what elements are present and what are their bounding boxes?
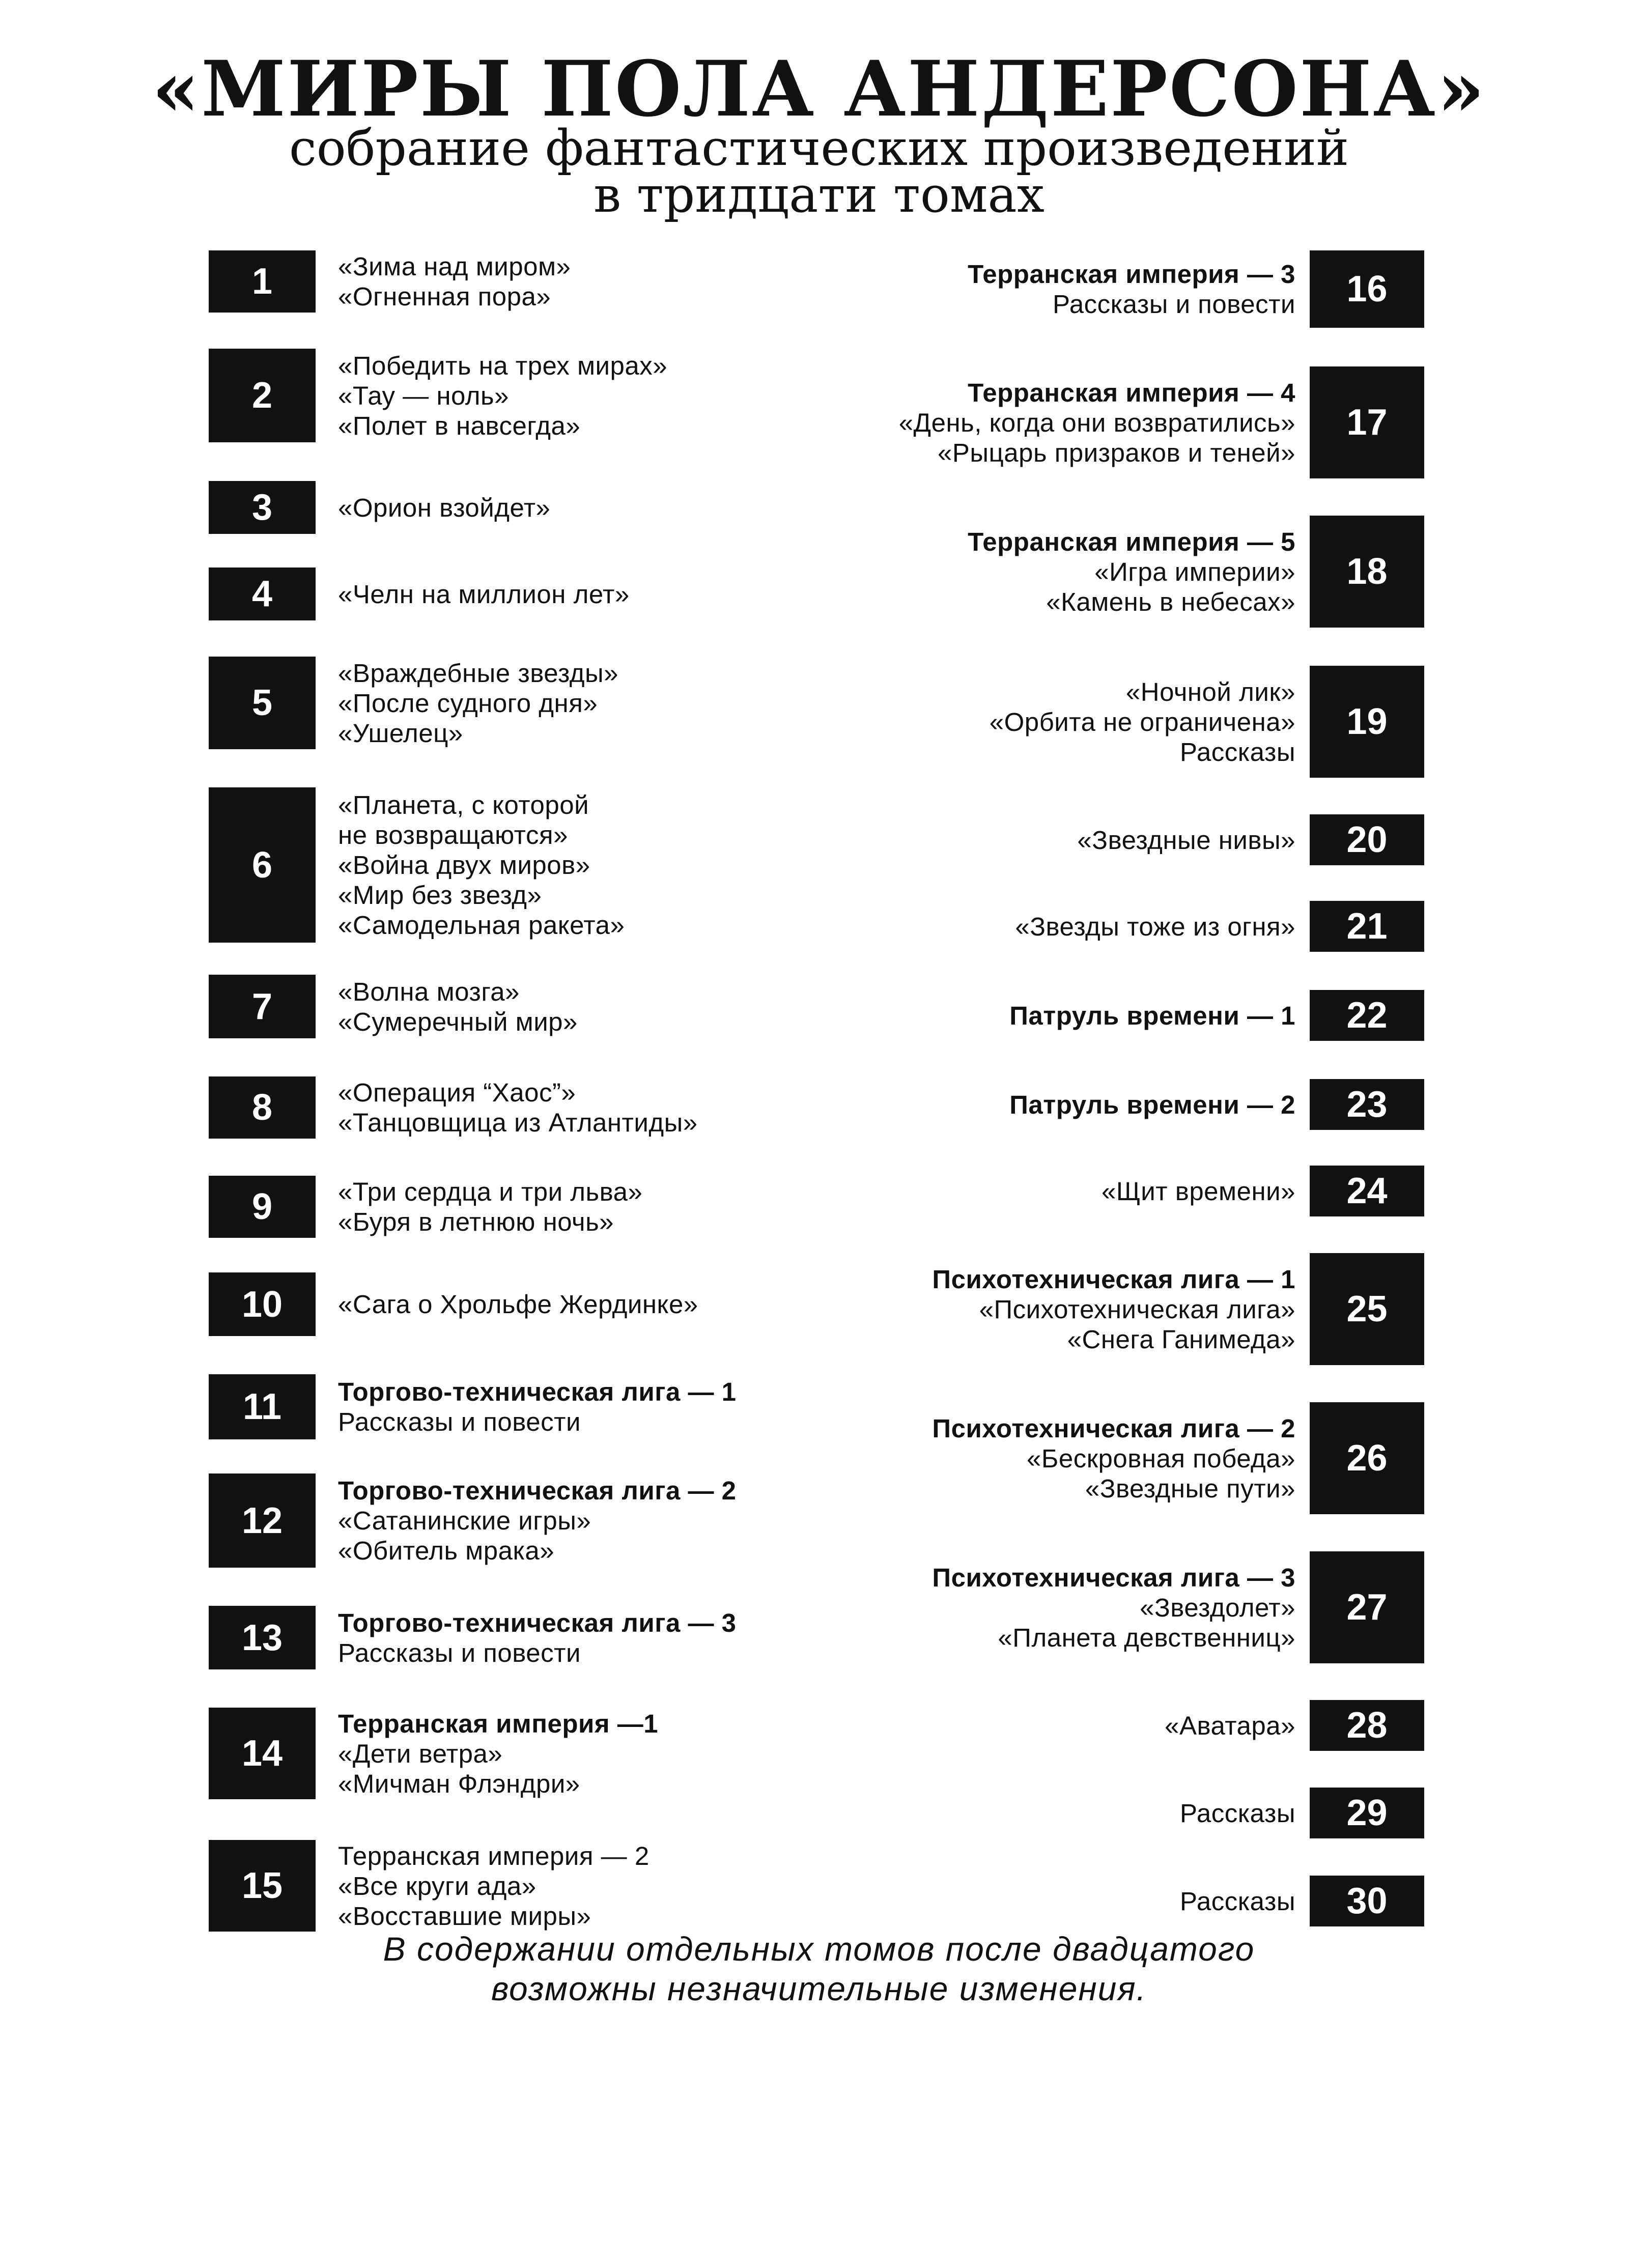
volume-work-title: «Щит времени» [1102,1176,1295,1206]
volume-number-badge: 3 [209,481,316,534]
volume-series-heading: Терранская империя — 4 [968,378,1295,407]
volume-series-heading: Патруль времени — 2 [1009,1090,1295,1119]
volume-work-title: «Камень в небесах» [1046,587,1295,616]
volume-contents [338,1377,737,1437]
volume-series-heading: Терранская империя —1 [338,1709,659,1738]
volume-9 [209,1176,642,1238]
volume-work-title: «Сага о Хрольфе Жердинке» [338,1290,698,1319]
volume-number-badge: 28 [1310,1700,1424,1751]
footer-note-line: В содержании отдельных томов после двадцатого [383,1930,1255,1968]
volume-work-title: «Челн на миллион лет» [338,579,630,609]
volume-work-title: «Волна мозга» [338,977,520,1006]
volume-number-badge: 15 [209,1840,316,1932]
volume-number-badge: 9 [209,1176,316,1238]
volume-contents [338,251,571,311]
volume-work-title: «После судного дня» [338,688,598,718]
volume-work-title: «Снега Ганимеда» [1067,1324,1295,1354]
volume-series-heading: Торгово-техническая лига — 2 [338,1476,737,1505]
volume-work-title: «Победить на трех мирах» [338,351,668,380]
volume-work-title: «Ушелец» [338,718,463,748]
volume-contents [932,1563,1295,1653]
page-title: «МИРЫ ПОЛА АНДЕРСОНА» [152,44,1486,134]
volume-work-title: «Зима над миром» [338,252,571,281]
volume-number-badge: 7 [209,975,316,1038]
volume-14 [209,1708,658,1799]
volume-contents [1009,1001,1295,1031]
volume-21 [1015,901,1424,952]
volume-contents [1180,1798,1295,1828]
volume-29 [1180,1788,1424,1838]
volume-number-badge: 24 [1310,1166,1424,1216]
volume-number-badge: 25 [1310,1253,1424,1365]
volume-work-title: «Рыцарь призраков и теней» [938,438,1295,467]
subtitle-line: собрание фантастических произведений [289,120,1349,177]
volume-18 [968,516,1424,628]
volume-contents [338,1608,737,1668]
volume-work-title: «Звезды тоже из огня» [1015,912,1295,941]
volume-work-title: «День, когда они возвратились» [898,408,1295,437]
volume-20 [1077,814,1424,865]
volume-work-title: «Операция “Хаос”» [338,1078,576,1107]
volume-series-heading: Торгово-техническая лига — 1 [338,1377,737,1406]
volume-series-heading: Терранская империя — 3 [968,260,1295,289]
volume-series-heading: Психотехническая лига — 2 [932,1413,1295,1443]
volume-2 [209,349,667,442]
volume-3 [209,481,550,534]
volume-contents [338,351,667,441]
volume-30 [1180,1876,1424,1926]
volume-series-heading: Психотехническая лига — 1 [932,1264,1295,1294]
volume-contents [338,1078,698,1138]
volume-number-badge: 12 [209,1473,316,1568]
volume-7 [209,975,578,1038]
volume-contents [1009,1090,1295,1120]
volume-work-title: «Обитель мрака» [338,1536,555,1565]
volume-work-title: «Сатанинские игры» [338,1506,591,1535]
volume-work-title: «Буря в летнюю ночь» [338,1207,614,1236]
volume-contents [1180,1886,1295,1916]
volume-contents [338,977,578,1037]
volume-work-title: «Сумеречный мир» [338,1007,578,1036]
volume-6 [209,787,625,943]
volume-number-badge: 20 [1310,814,1424,865]
volume-work-title: «Дети ветра» [338,1739,503,1768]
volume-number-badge: 21 [1310,901,1424,952]
volume-number-badge: 23 [1310,1079,1424,1130]
volume-23 [1009,1079,1424,1130]
volume-contents [1015,912,1295,942]
volume-number-badge: 30 [1310,1876,1424,1926]
volume-11 [209,1374,737,1439]
volume-contents [338,579,630,609]
volume-15 [209,1840,649,1932]
volume-1 [209,250,571,313]
volume-number-badge: 2 [209,349,316,442]
volume-work-title: «Аватара» [1165,1711,1295,1740]
volume-work-title: «Война двух миров» [338,850,590,880]
volume-contents [932,1264,1295,1354]
volume-number-badge: 11 [209,1374,316,1439]
volume-work-title: Рассказы и повести [338,1407,581,1436]
volume-8 [209,1076,698,1139]
volume-contents [338,1709,658,1799]
volume-work-title: Рассказы и повести [1053,290,1295,319]
volume-24 [1102,1166,1424,1216]
volume-series-heading: Психотехническая лига — 3 [932,1563,1295,1592]
volume-column-right [819,0,1638,2268]
volume-19 [990,666,1424,778]
volume-28 [1165,1700,1424,1751]
volume-contents [1077,825,1295,855]
volume-number-badge: 27 [1310,1551,1424,1663]
volume-contents [338,658,618,748]
volume-work-title: «Звездные нивы» [1077,825,1295,855]
subtitle-line: в тридцати томах [594,166,1044,223]
volume-13 [209,1606,737,1669]
volume-work-title: «Три сердца и три льва» [338,1177,643,1206]
volume-work-title: «Звездолет» [1140,1593,1295,1622]
volume-work-title: «Тау — ноль» [338,381,509,410]
volume-26 [932,1402,1424,1514]
volume-series-heading: Торгово-техническая лига — 3 [338,1608,737,1637]
volume-number-badge: 6 [209,787,316,943]
volume-number-badge: 22 [1310,990,1424,1041]
volume-work-title: «Планета, с которой [338,790,589,819]
volume-work-title: «Орбита не ограничена» [989,707,1295,736]
volume-10 [209,1272,698,1336]
volume-work-title: «Бескровная победа» [1027,1443,1295,1473]
volume-22 [1009,990,1424,1041]
volume-number-badge: 26 [1310,1402,1424,1514]
volume-number-badge: 8 [209,1076,316,1139]
volume-contents [1165,1711,1295,1741]
volume-contents [338,1841,649,1931]
volume-contents [338,790,625,940]
volume-work-title: «Восставшие миры» [338,1901,591,1931]
volume-number-badge: 14 [209,1708,316,1799]
footer-note [0,1929,1638,2008]
volume-work-title: Рассказы [1180,1886,1295,1916]
volume-work-title: «Игра империи» [1094,557,1295,586]
volume-contents [338,1177,642,1237]
volume-number-badge: 5 [209,657,316,749]
volume-contents [338,1476,737,1566]
volume-work-title: «Самодельная ракета» [338,911,625,940]
volume-contents [1102,1176,1295,1206]
volume-work-title: Рассказы и повести [338,1638,581,1667]
volume-work-title: «Все круги ада» [338,1871,536,1901]
volume-number-badge: 29 [1310,1788,1424,1838]
volume-contents [968,259,1295,319]
volume-number-badge: 19 [1310,666,1424,778]
volume-work-title: «Психотехническая лига» [979,1294,1295,1324]
volume-work-title: «Огненная пора» [338,282,551,311]
volume-series-heading: Патруль времени — 1 [1009,1001,1295,1030]
volume-number-badge: 18 [1310,516,1424,628]
volume-4 [209,568,630,620]
volume-contents [338,1289,698,1319]
volume-work-title: не возвращаются» [338,820,568,849]
volume-work-title: «Мичман Флэндри» [338,1769,580,1798]
volume-number-badge: 1 [209,250,316,313]
volume-work-title: «Мир без звезд» [338,881,542,910]
volume-contents [899,378,1295,468]
volume-work-title: «Танцовщица из Атлантиды» [338,1108,698,1137]
volume-contents [968,527,1295,617]
volume-5 [209,657,618,749]
volume-work-title: «Ночной лик» [1125,677,1295,706]
volume-number-badge: 10 [209,1272,316,1336]
volume-work-title: Рассказы [1180,737,1295,767]
volume-number-badge: 17 [1310,366,1424,478]
volume-work-title: «Полет в навсегда» [338,411,581,440]
volume-number-badge: 13 [209,1606,316,1669]
volume-work-title: Терранская империя — 2 [338,1841,649,1870]
volume-contents [338,493,550,523]
volume-work-title: Рассказы [1180,1798,1295,1828]
volume-12 [209,1473,737,1568]
volume-16 [968,250,1424,328]
volume-series-heading: Терранская империя — 5 [968,527,1295,556]
volume-number-badge: 16 [1310,250,1424,328]
volume-work-title: «Враждебные звезды» [338,658,619,688]
volume-27 [932,1551,1424,1663]
volume-contents [932,1413,1295,1504]
volume-contents [990,677,1295,767]
volume-number-badge: 4 [209,568,316,620]
volume-work-title: «Планета девственниц» [998,1623,1295,1652]
volume-25 [932,1253,1424,1365]
footer-note-line: возможны незначительные изменения. [491,1970,1147,2007]
volume-work-title: «Орион взойдет» [338,493,551,522]
volume-17 [899,366,1424,478]
volume-work-title: «Звездные пути» [1085,1473,1295,1503]
